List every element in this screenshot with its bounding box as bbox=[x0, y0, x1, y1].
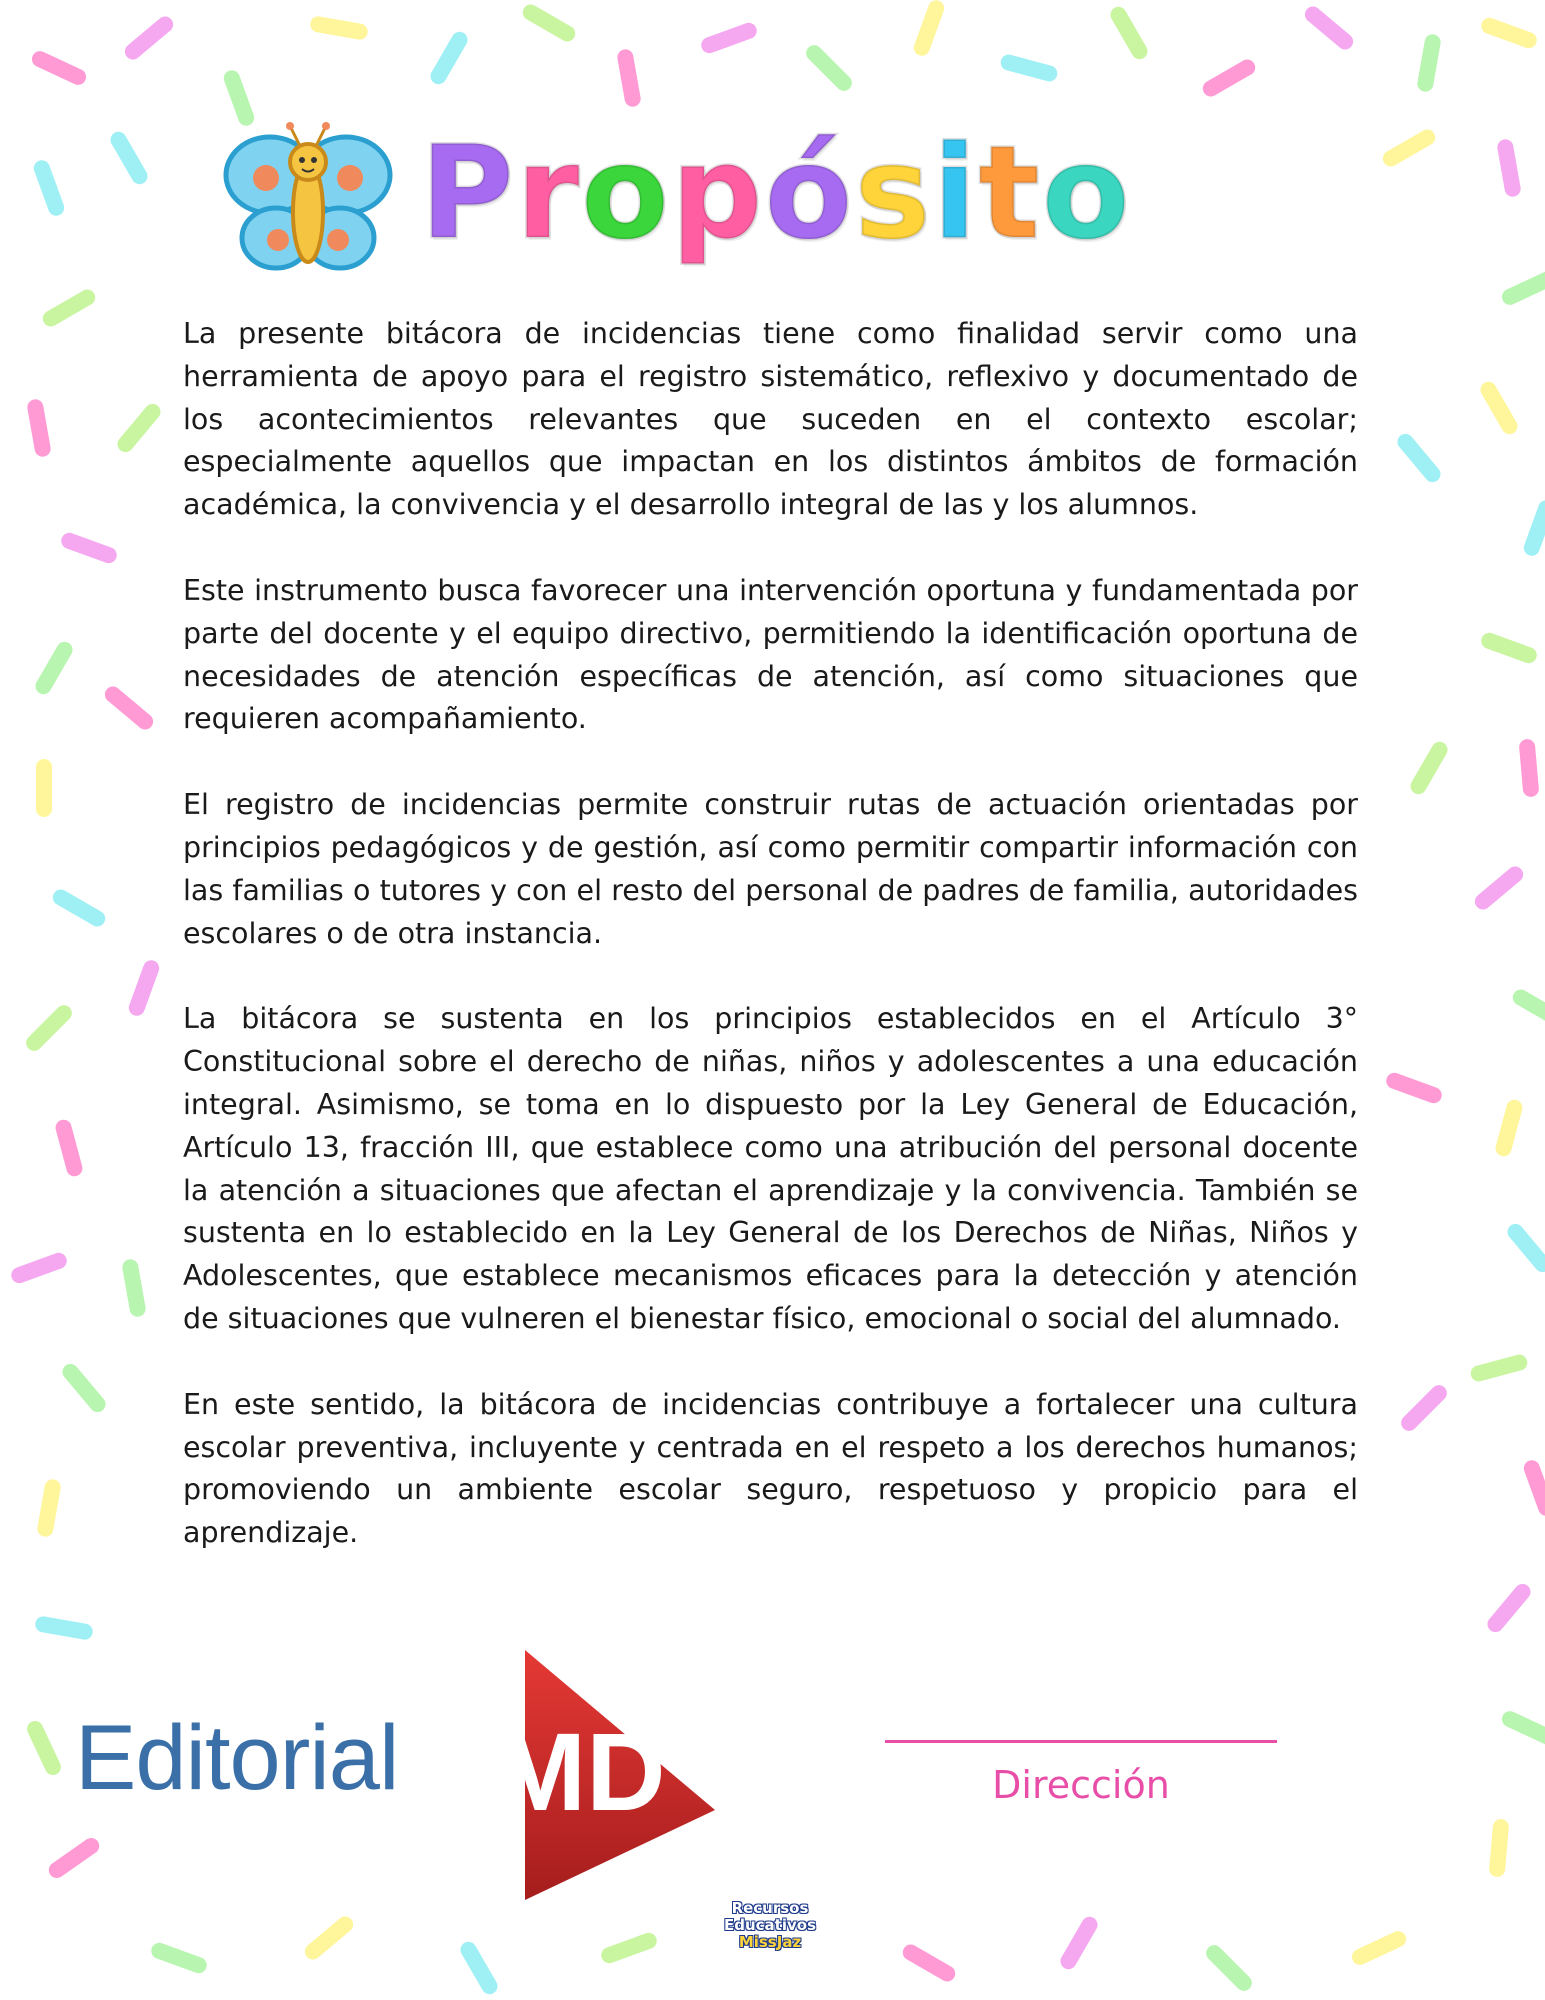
sprinkle bbox=[1522, 498, 1545, 558]
sprinkle bbox=[122, 13, 177, 63]
sprinkle bbox=[699, 21, 759, 56]
signature-block bbox=[885, 1740, 1277, 1807]
sprinkle bbox=[1408, 739, 1451, 797]
title-letter: i bbox=[932, 119, 979, 268]
title-letter: p bbox=[670, 119, 765, 268]
title-letter: o bbox=[580, 119, 671, 268]
footer-line-3: MissJaz bbox=[738, 1933, 802, 1951]
sprinkle bbox=[428, 29, 471, 87]
sprinkle bbox=[50, 887, 108, 930]
body-text bbox=[183, 313, 1358, 1598]
sprinkle bbox=[302, 1913, 357, 1963]
sprinkle bbox=[29, 48, 88, 87]
sprinkle bbox=[127, 958, 162, 1018]
sprinkle bbox=[999, 53, 1059, 83]
sprinkle bbox=[32, 158, 67, 218]
sprinkle bbox=[102, 683, 157, 733]
sprinkle bbox=[59, 531, 119, 566]
logo-text: Editorial bbox=[75, 1707, 399, 1809]
footer-brand-badge bbox=[710, 1880, 830, 2000]
sprinkle bbox=[108, 129, 151, 187]
footer-line-1: Recursos bbox=[731, 1899, 809, 1917]
sprinkle bbox=[222, 68, 257, 128]
paragraph-routes: El registro de incidencias permite construir rutas de actuación orientadas por principios pedagógicos y de gestión, así como permitir compartir información con las familias o tutores y con el resto del personal de padres de familia, autoridades escolares o de otra instancia. bbox=[183, 788, 1358, 950]
sprinkle bbox=[1479, 631, 1539, 666]
title-letter: s bbox=[854, 119, 933, 268]
title-letter: t bbox=[978, 119, 1042, 268]
sprinkle bbox=[121, 1258, 147, 1318]
sprinkle bbox=[1522, 1458, 1545, 1518]
sprinkle bbox=[114, 401, 164, 456]
sprinkle bbox=[1384, 1071, 1444, 1106]
paragraph-legal-basis: La bitácora se sustenta en los principios establecidos en el Artículo 3° Constitucional sobre el derecho de niñas, niños y adolescentes a una educación integral. Asimismo, se toma en lo dispuesto por la Ley General de Educación, Artículo 13, fracción III, que establece como una atribución del personal docente la atención a situaciones que afectan el aprendizaje y la convivencia. También se sustenta en lo establecido en la Ley General de los Derechos de Niñas, Niños y Adolescentes, que establece mecanismos eficaces para la detección y atención de situaciones que vulneren el bienestar físico, emocional o social del alumnado. bbox=[183, 1002, 1358, 1335]
sprinkle bbox=[1479, 16, 1539, 51]
sprinkle bbox=[9, 1251, 69, 1286]
sprinkle bbox=[1108, 4, 1151, 62]
sprinkle bbox=[1499, 268, 1545, 307]
title-letter: o bbox=[1041, 119, 1132, 268]
title-letter: P bbox=[420, 119, 516, 268]
sprinkle bbox=[1489, 1818, 1510, 1877]
sprinkle bbox=[1510, 987, 1545, 1030]
sprinkle bbox=[1200, 57, 1258, 100]
sprinkle bbox=[24, 1718, 63, 1777]
sprinkle bbox=[616, 48, 642, 108]
editorial-md-logo bbox=[75, 1650, 715, 1900]
sprinkle bbox=[1416, 33, 1442, 93]
sprinkle bbox=[1469, 1353, 1529, 1383]
sprinkle bbox=[309, 15, 369, 41]
paragraph-purpose: La presente bitácora de incidencias tiene como finalidad servir como una herramienta de apoyo para el registro sistemático, reflexivo y documentado de los acontecimientos relevantes que suceden en el contexto escolar; especialmente aquellos que impactan en los distintos ámbitos de formación académica, la convivencia y el desarrollo integral de las y los alumnos. bbox=[183, 317, 1358, 522]
sprinkle bbox=[59, 1361, 109, 1416]
sprinkle bbox=[26, 398, 52, 458]
sprinkle bbox=[1504, 1221, 1545, 1276]
sprinkle bbox=[458, 1939, 501, 1997]
sprinkle bbox=[34, 1615, 94, 1641]
sprinkle bbox=[520, 2, 578, 45]
sprinkle bbox=[1380, 127, 1438, 170]
butterfly-icon bbox=[218, 120, 398, 280]
sprinkle bbox=[900, 1942, 958, 1985]
page-title bbox=[420, 119, 1132, 268]
sprinkle bbox=[54, 1118, 84, 1178]
sprinkle bbox=[1398, 1382, 1450, 1434]
sprinkle bbox=[599, 1931, 659, 1966]
signature-label: Dirección bbox=[992, 1763, 1170, 1807]
sprinkle bbox=[1519, 738, 1540, 797]
sprinkle bbox=[1494, 1098, 1524, 1158]
sprinkle bbox=[1203, 1942, 1255, 1994]
sprinkle bbox=[23, 1002, 75, 1054]
sprinkle bbox=[33, 639, 76, 697]
sprinkle bbox=[1472, 863, 1527, 913]
title-letter: r bbox=[515, 119, 581, 268]
sprinkle bbox=[912, 0, 947, 58]
signature-line bbox=[885, 1740, 1277, 1743]
paragraph-intervention: Este instrumento busca favorecer una intervención oportuna y fundamentada por parte del docente y el equipo directivo, permitiendo la identificación oportuna de necesidades de atención específicas de atención, así como situaciones que requieren acompañamiento. bbox=[183, 573, 1358, 736]
sprinkle bbox=[1484, 1581, 1534, 1636]
sprinkle bbox=[1496, 138, 1522, 198]
sprinkle bbox=[1058, 1914, 1101, 1972]
sprinkle bbox=[1349, 1928, 1408, 1967]
sprinkle bbox=[36, 1478, 62, 1538]
sprinkle bbox=[1499, 1708, 1545, 1747]
logo-mark-text: MD bbox=[494, 1711, 666, 1834]
sprinkle bbox=[1394, 431, 1444, 486]
logo-mark-icon bbox=[465, 1650, 715, 1900]
title-letter: ó bbox=[764, 119, 855, 268]
footer-line-2: Educativos bbox=[724, 1916, 816, 1934]
sprinkle bbox=[1478, 379, 1521, 437]
paragraph-conclusion: En este sentido, la bitácora de incidencias contribuye a fortalecer una cultura escolar preventiva, incluyente y centrada en el respeto a los derechos humanos; promoviendo un ambiente escolar seguro, respetuoso y propicio para el aprendizaje. bbox=[183, 1387, 1358, 1550]
sprinkle bbox=[1302, 3, 1357, 53]
sprinkle bbox=[36, 759, 52, 817]
sprinkle bbox=[149, 1941, 209, 1976]
sprinkle bbox=[803, 42, 855, 94]
sprinkle bbox=[40, 287, 98, 330]
